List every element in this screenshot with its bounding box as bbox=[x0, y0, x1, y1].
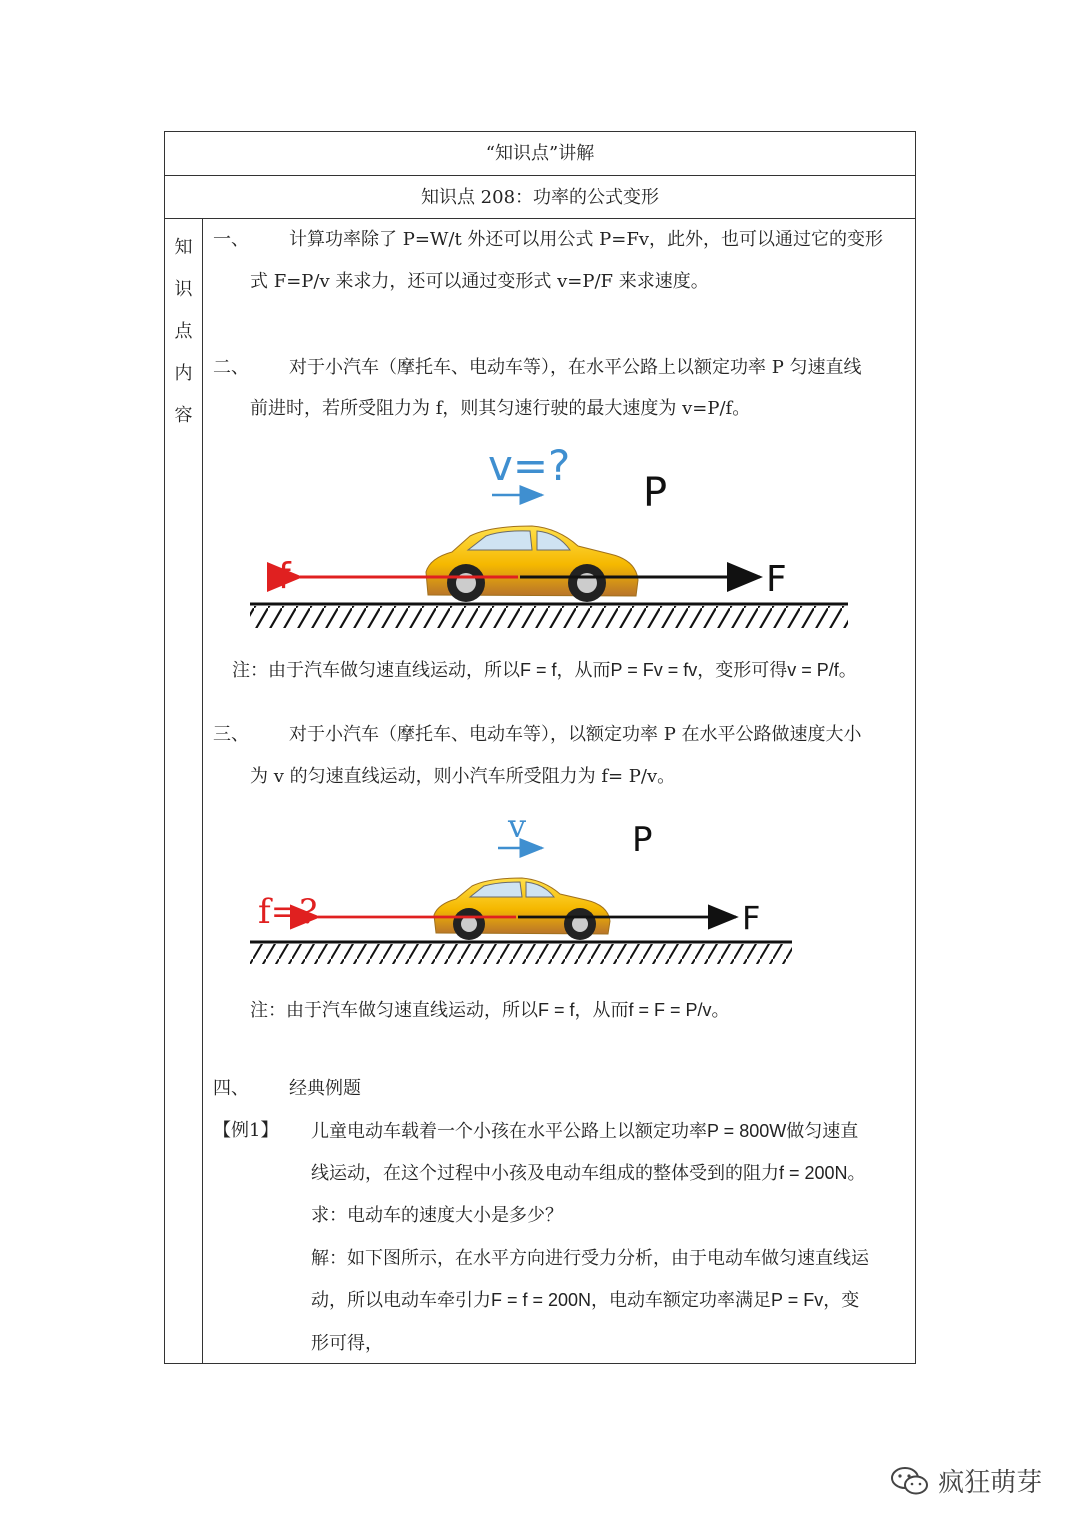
side-label-char: 识 bbox=[174, 279, 193, 300]
car-force-diagram-1 bbox=[240, 440, 860, 635]
table-title: “知识点”讲解 bbox=[165, 132, 915, 176]
section3-note: 注：由于汽车做匀速直线运动，所以F = f，从而f = F = P/v。 bbox=[250, 1000, 730, 1020]
section2-marker: 二、 bbox=[213, 357, 249, 378]
force-label: F bbox=[742, 899, 761, 937]
section3-line2: 为 v 的匀速直线运动，则小汽车所受阻力为 f= P/v。 bbox=[250, 766, 676, 787]
table-subtitle: 知识点 208：功率的公式变形 bbox=[165, 176, 915, 219]
section3-marker: 三、 bbox=[213, 724, 249, 745]
section1-marker: 一、 bbox=[213, 229, 249, 250]
car-force-diagram-2 bbox=[240, 805, 800, 970]
watermark-text: 疯狂萌芽 bbox=[938, 1468, 1043, 1498]
example1-solution-line3: 形可得， bbox=[311, 1333, 383, 1353]
watermark bbox=[890, 1462, 1042, 1499]
side-label-column bbox=[165, 219, 203, 1363]
example1-tag: 【例1】 bbox=[213, 1120, 279, 1141]
side-label-char: 内 bbox=[174, 363, 193, 384]
section4-title: 经典例题 bbox=[289, 1078, 361, 1099]
velocity-label: v bbox=[508, 807, 527, 845]
car-icon bbox=[426, 526, 638, 602]
example1-solution-line1: 解：如下图所示，在水平方向进行受力分析，由于电动车做匀速直线运 bbox=[311, 1248, 869, 1268]
friction-label: f bbox=[278, 556, 291, 597]
example1-solution-line2: 动，所以电动车牵引力F = f = 200N，电动车额定功率满足P = Fv，变 bbox=[311, 1290, 860, 1310]
example1-question: 求：电动车的速度大小是多少？ bbox=[311, 1205, 563, 1225]
car-icon bbox=[434, 878, 610, 940]
velocity-label: v=? bbox=[488, 441, 571, 490]
wechat-icon bbox=[890, 1465, 930, 1497]
ground-hatch bbox=[250, 606, 848, 628]
section2-line2: 前进时，若所受阻力为 f，则其匀速行驶的最大速度为 v=P/f。 bbox=[250, 398, 751, 419]
section1-line2: 式 F=P/v 来求力，还可以通过变形式 v=P/F 来求速度。 bbox=[250, 271, 709, 292]
side-label-char: 容 bbox=[174, 405, 193, 426]
side-label-char: 知 bbox=[174, 237, 193, 258]
ground-hatch bbox=[250, 944, 792, 964]
power-label: P bbox=[632, 820, 653, 860]
example1-line2: 线运动，在这个过程中小孩及电动车组成的整体受到的阻力f = 200N。 bbox=[311, 1163, 866, 1183]
section4-marker: 四、 bbox=[213, 1078, 249, 1099]
force-label: F bbox=[766, 559, 787, 600]
section1-line1: 计算功率除了 P=W/t 外还可以用公式 P=Fv，此外，也可以通过它的变形 bbox=[289, 229, 884, 250]
section2-note: 注：由于汽车做匀速直线运动，所以F = f，从而P = Fv = fv，变形可得v = P/f。 bbox=[232, 660, 857, 680]
side-label-char: 点 bbox=[174, 321, 193, 342]
example1-line1: 儿童电动车载着一个小孩在水平公路上以额定功率P = 800W做匀速直 bbox=[311, 1121, 859, 1141]
section3-line1: 对于小汽车（摩托车、电动车等），以额定功率 P 在水平公路做速度大小 bbox=[289, 724, 862, 745]
power-label: P bbox=[643, 470, 668, 516]
section2-line1: 对于小汽车（摩托车、电动车等），在水平公路上以额定功率 P 匀速直线 bbox=[289, 357, 862, 378]
friction-label: f=? bbox=[258, 892, 318, 932]
